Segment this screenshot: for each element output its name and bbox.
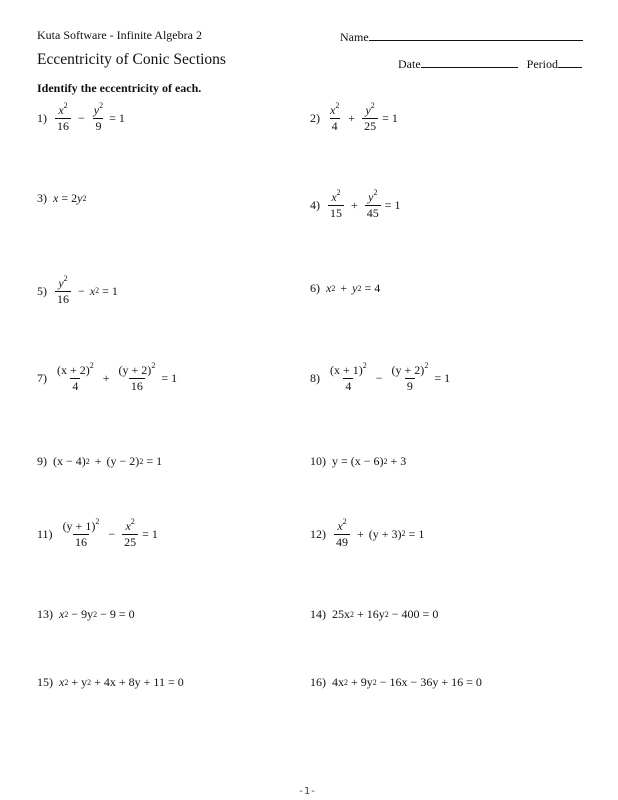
problem-11: 11) $\frac{(y + 1)^2}{16}$ − $\frac{x^2}{25}$ = 1 xyxy=(37,517,158,549)
name-field[interactable] xyxy=(340,28,583,45)
problem-12: 12) $\frac{x^2}{49}$ + (y + 3) 2 = 1 xyxy=(310,517,425,549)
problem-number: 10) xyxy=(310,454,326,468)
fraction: $\frac{x^2}{25}$ xyxy=(124,517,137,549)
page-number: -1- xyxy=(298,786,317,797)
fraction: $\frac{(x + 2)^2}{4}$ xyxy=(57,361,94,393)
problem-number: 6) xyxy=(310,281,320,295)
problem-10: 10) y = (x − 6) 2 + 3 xyxy=(310,454,407,468)
date-label: Date xyxy=(398,57,421,71)
problem-1: 1) $\frac{x^2}{16}$ − $\frac{y^2}{9}$ = 1 xyxy=(37,101,125,133)
fraction: $\frac{(y + 2)^2}{9}$ xyxy=(391,361,429,393)
problem-15: 15) x 2 + y 2 + 4x + 8y + 11 = 0 xyxy=(37,675,184,689)
problem-4: 4) $\frac{x^2}{15}$ + $\frac{y^2}{45}$ = 1 xyxy=(310,188,401,220)
equation-rhs: = 1 xyxy=(161,370,178,385)
period-blank[interactable] xyxy=(558,55,582,68)
problem-3: 3) x = 2 y 2 xyxy=(37,191,87,205)
problem-5: 5) $\frac{y^2}{16}$ − x 2 = 1 xyxy=(37,274,118,306)
fraction: $\frac{x^2}{15}$ xyxy=(330,188,342,220)
problem-number: 11) xyxy=(37,526,53,541)
problem-7: 7) $\frac{(x + 2)^2}{4}$ + $\frac{(y + 2)^2}{16}$ = 1 xyxy=(37,361,178,393)
problem-number: 7) xyxy=(37,370,47,385)
problem-number: 16) xyxy=(310,675,326,689)
problem-8: 8) $\frac{(x + 1)^2}{4}$ − $\frac{(y + 2)^2}{9}$ = 1 xyxy=(310,361,451,393)
fraction: $\frac{y^2}{45}$ xyxy=(366,188,379,220)
problem-number: 15) xyxy=(37,675,53,689)
fraction: $\frac{y^2}{25}$ xyxy=(364,101,377,133)
publisher-label: Kuta Software - Infinite Algebra 2 xyxy=(37,28,202,42)
problem-9: 9) (x − 4) 2 + (y − 2) 2 = 1 xyxy=(37,454,163,468)
fraction: $\frac{x^2}{16}$ xyxy=(57,101,69,133)
problem-number: 2) xyxy=(310,110,320,125)
equation-rhs: = 1 xyxy=(434,370,451,385)
equation-rhs: = 1 xyxy=(142,526,158,541)
fraction: $\frac{(y + 2)^2}{16}$ xyxy=(118,361,156,393)
problem-number: 14) xyxy=(310,607,326,621)
problem-number: 8) xyxy=(310,370,320,385)
problem-number: 1) xyxy=(37,110,47,125)
name-label: Name xyxy=(340,30,369,44)
problem-number: 9) xyxy=(37,454,47,468)
fraction: $\frac{y^2}{9}$ xyxy=(93,101,104,133)
date-blank[interactable] xyxy=(421,55,518,68)
fraction: $\frac{(x + 1)^2}{4}$ xyxy=(330,361,367,393)
problem-number: 12) xyxy=(310,526,326,541)
problem-6: 6) x 2 + y 2 = 4 xyxy=(310,281,381,295)
problem-14: 14) 25x 2 + 16y 2 − 400 = 0 xyxy=(310,607,439,621)
date-field[interactable] xyxy=(398,55,582,72)
equation-rhs: = 1 xyxy=(384,197,401,212)
fraction: $\frac{y^2}{16}$ xyxy=(57,274,69,306)
name-blank[interactable] xyxy=(369,28,583,41)
fraction: $\frac{x^2}{4}$ xyxy=(330,101,340,133)
problem-number: 5) xyxy=(37,283,47,298)
period-label: Period xyxy=(526,57,558,71)
problem-number: 3) xyxy=(37,191,47,205)
equation-rhs: = 1 xyxy=(109,110,125,125)
problem-number: 4) xyxy=(310,197,320,212)
problem-13: 13) x 2 − 9y 2 − 9 = 0 xyxy=(37,607,135,621)
instructions: Identify the eccentricity of each. xyxy=(37,81,202,95)
worksheet-title: Eccentricity of Conic Sections xyxy=(37,51,226,68)
fraction: $\frac{x^2}{49}$ xyxy=(336,517,348,549)
problem-16: 16) 4x 2 + 9y 2 − 16x − 36y + 16 = 0 xyxy=(310,675,482,689)
fraction: $\frac{(y + 1)^2}{16}$ xyxy=(62,517,100,549)
problem-2: 2) $\frac{x^2}{4}$ + $\frac{y^2}{25}$ = 1 xyxy=(310,101,398,133)
problem-number: 13) xyxy=(37,607,53,621)
equation-rhs: = 1 xyxy=(382,110,398,125)
